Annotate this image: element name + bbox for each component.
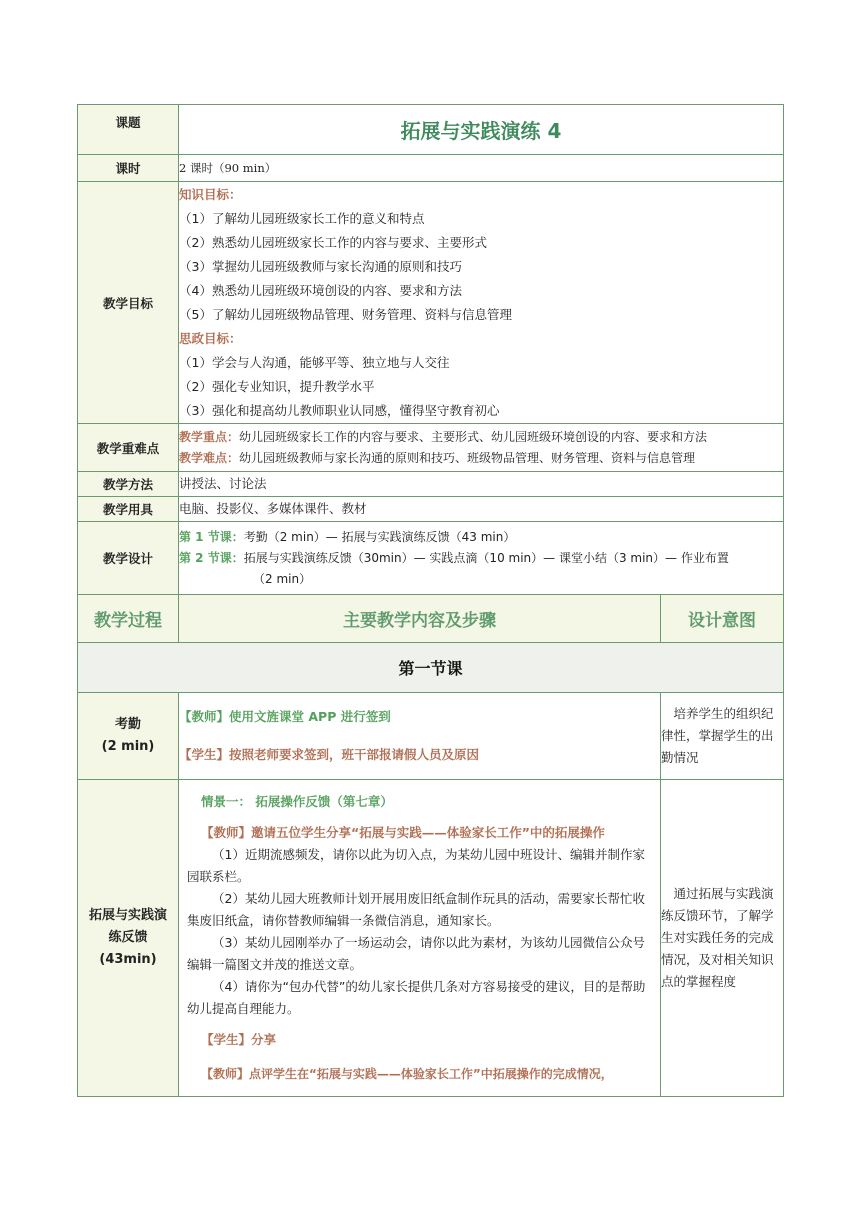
hours-row bbox=[78, 155, 784, 182]
lesson1-text: 考勤（2 min）— 拓展与实践演练反馈（43 min） bbox=[243, 529, 516, 544]
ideology-goal-item: （2）强化专业知识，提升教学水平 bbox=[179, 378, 375, 394]
key-points-row bbox=[78, 424, 784, 472]
ideology-goal-item: （3）强化和提高幼儿教师职业认同感，懂得坚守教育初心 bbox=[179, 402, 500, 418]
lesson2-tail: （2 min） bbox=[253, 571, 312, 586]
attendance-label-duration: (2 min) bbox=[101, 739, 155, 754]
goals-row bbox=[78, 182, 784, 424]
knowledge-goal-item: （1）了解幼儿园班级家长工作的意义和特点 bbox=[179, 210, 425, 226]
feedback-teacher-invite: 【教师】邀请五位学生分享“拓展与实践——体验家长工作”中的拓展操作 bbox=[201, 825, 605, 840]
feedback-row bbox=[78, 780, 784, 1097]
design-row bbox=[78, 522, 784, 595]
ideology-goal-item: （1）学会与人沟通，能够平等、独立地与人交往 bbox=[179, 354, 450, 370]
knowledge-goal-item: （5）了解幼儿园班级物品管理、财务管理、资料与信息管理 bbox=[179, 306, 512, 322]
page-title: 拓展与实践演练 4 bbox=[179, 105, 784, 155]
attendance-content bbox=[179, 693, 661, 780]
knowledge-goal-item: （4）熟悉幼儿园班级环境创设的内容、要求和方法 bbox=[179, 282, 462, 298]
methods-value: 讲授法、讨论法 bbox=[179, 472, 784, 497]
feedback-label-duration: (43min) bbox=[99, 952, 157, 967]
key-points-content bbox=[179, 424, 784, 472]
tools-value: 电脑、投影仪、多媒体课件、教材 bbox=[179, 497, 784, 522]
header-content: 主要教学内容及步骤 bbox=[179, 595, 661, 643]
ideology-goals-title: 思政目标： bbox=[179, 330, 242, 346]
focus-text: 幼儿园班级家长工作的内容与要求、主要形式、幼儿园班级环境创设的内容、要求和方法 bbox=[239, 429, 708, 444]
design-label: 教学设计 bbox=[78, 522, 179, 595]
attendance-label bbox=[78, 693, 179, 780]
goals-label: 教学目标 bbox=[78, 182, 179, 424]
tools-label: 教学用具 bbox=[78, 497, 179, 522]
attendance-teacher: 【教师】使用文旌课堂 APP 进行签到 bbox=[179, 709, 391, 724]
lesson2-text: 拓展与实践演练反馈（30min）— 实践点滴（10 min）— 课堂小结（3 min）— 作业布置 bbox=[243, 550, 729, 565]
methods-row bbox=[78, 472, 784, 497]
attendance-student: 【学生】按照老师要求签到，班干部报请假人员及原因 bbox=[179, 747, 480, 762]
focus-title: 教学重点： bbox=[179, 429, 240, 444]
tools-row bbox=[78, 497, 784, 522]
hours-label: 课时 bbox=[78, 155, 179, 182]
header-process: 教学过程 bbox=[78, 595, 179, 643]
difficulty-text: 幼儿园班级教师与家长沟通的原则和技巧、班级物品管理、财务管理、资料与信息管理 bbox=[239, 450, 696, 465]
topic-label: 课题 bbox=[78, 105, 179, 155]
lesson-plan-table bbox=[77, 104, 784, 1097]
feedback-teacher-comment: 【教师】点评学生在“拓展与实践——体验家长工作”中拓展操作的完成情况， bbox=[201, 1067, 613, 1081]
key-points-label: 教学重难点 bbox=[78, 424, 179, 472]
attendance-intent: 培养学生的组织纪律性，掌握学生的出勤情况 bbox=[661, 693, 784, 780]
hours-value: 2 课时（90 min） bbox=[179, 155, 784, 182]
difficulty-title: 教学难点： bbox=[179, 450, 240, 465]
scene-title: 情景一： 拓展操作反馈（第七章） bbox=[201, 794, 393, 809]
feedback-item: （3）某幼儿园刚举办了一场运动会，请你以此为素材，为该幼儿园微信公众号编辑一篇图文并茂的推送文章。 bbox=[187, 935, 645, 972]
feedback-label bbox=[78, 780, 179, 1097]
feedback-item: （4）请你为“包办代替”的幼儿家长提供几条对方容易接受的建议，目的是帮助幼儿提高自理能力。 bbox=[187, 979, 646, 1016]
methods-label: 教学方法 bbox=[78, 472, 179, 497]
goals-content bbox=[179, 182, 784, 424]
lesson1-title: 第 1 节课： bbox=[179, 529, 244, 544]
knowledge-goal-item: （3）掌握幼儿园班级教师与家长沟通的原则和技巧 bbox=[179, 258, 462, 274]
feedback-item: （1）近期流感频发，请你以此为切入点，为某幼儿园中班设计、编辑并制作家园联系栏。 bbox=[187, 847, 645, 884]
topic-row bbox=[78, 105, 784, 155]
section-title: 第一节课 bbox=[78, 643, 784, 693]
lesson2-title: 第 2 节课： bbox=[179, 550, 244, 565]
process-header-row bbox=[78, 595, 784, 643]
header-intent: 设计意图 bbox=[661, 595, 784, 643]
attendance-row bbox=[78, 693, 784, 780]
feedback-label-line: 拓展与实践演 bbox=[88, 908, 167, 923]
attendance-label-line: 考勤 bbox=[114, 717, 141, 732]
section-row bbox=[78, 643, 784, 693]
knowledge-goals-title: 知识目标： bbox=[179, 186, 242, 202]
knowledge-goal-item: （2）熟悉幼儿园班级家长工作的内容与要求、主要形式 bbox=[179, 234, 487, 250]
feedback-item: （2）某幼儿园大班教师计划开展用废旧纸盒制作玩具的活动，需要家长帮忙收集废旧纸盒，请你替教师编辑一条微信消息，通知家长。 bbox=[187, 891, 645, 928]
feedback-intent: 通过拓展与实践演练反馈环节，了解学生对实践任务的完成情况，及对相关知识点的掌握程度 bbox=[661, 780, 784, 1097]
feedback-label-line: 练反馈 bbox=[108, 930, 148, 945]
design-content bbox=[179, 522, 784, 595]
feedback-content bbox=[179, 780, 661, 1097]
feedback-student-share: 【学生】分享 bbox=[201, 1032, 277, 1047]
